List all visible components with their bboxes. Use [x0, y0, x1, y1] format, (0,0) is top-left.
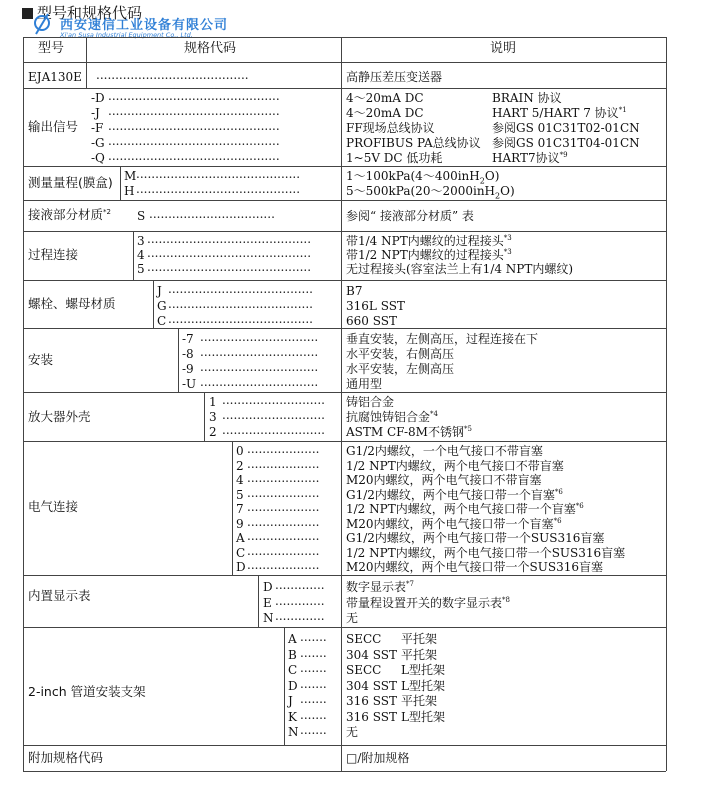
- dot-leader: .......: [300, 630, 327, 644]
- spec-code: N: [263, 611, 274, 625]
- desc-right: HART7协议$^{*9}$: [492, 151, 568, 165]
- desc-right: HART 5/HART 7 协议$^{*1}$: [492, 106, 627, 120]
- install-desc: 垂直安装，左侧高压，过程连接在下: [346, 332, 539, 346]
- spec-code: B: [288, 647, 297, 662]
- bracket-material: SECC: [346, 663, 382, 677]
- dot-leader: ...................: [247, 543, 320, 558]
- spec-code: S: [137, 209, 146, 223]
- display-desc: 无: [346, 611, 359, 625]
- dot-leader: ...........................: [222, 393, 325, 407]
- row-label-electrical: 电气连接: [28, 499, 79, 514]
- row-label-bolt: 螺栓、螺母材质: [28, 296, 116, 311]
- footnote-mark: *3: [503, 248, 512, 256]
- dot-leader: .............................................: [108, 149, 280, 163]
- bracket-material: SECC: [346, 632, 382, 646]
- column-header-desc: 说明: [490, 41, 517, 56]
- dot-leader: .............................................: [108, 134, 280, 148]
- footnote-mark: *7: [406, 580, 414, 588]
- bracket-type: L型托架: [401, 678, 445, 693]
- spec-code: 9: [236, 516, 244, 531]
- spec-code: 1: [209, 395, 217, 409]
- range-desc: 1～100kPa(4～400inH$_2$O): [346, 169, 500, 186]
- spec-code: -U: [182, 377, 197, 391]
- footnote-mark: *6: [553, 516, 562, 525]
- spec-code: J: [157, 284, 162, 298]
- spec-code: -D: [91, 91, 105, 105]
- desc-right: BRAIN 协议: [492, 91, 562, 105]
- dot-leader: .............................................: [108, 89, 280, 103]
- footnote-mark: *1: [618, 106, 627, 114]
- row-label-wetted: 接液部分材质$^{*2}$: [28, 207, 111, 222]
- bolt-desc: 316L SST: [346, 299, 405, 313]
- column-header-spec: 规格代码: [184, 41, 237, 56]
- spec-code: -F: [91, 121, 104, 135]
- row-label-process: 过程连接: [28, 247, 79, 262]
- electrical-desc: 1/2 NPT内螺纹，两个电气接口带一个SUS316盲塞: [346, 545, 626, 560]
- spec-code: -Q: [91, 151, 105, 165]
- row-label-display: 内置显示表: [28, 588, 91, 603]
- dot-leader: ...........................................: [136, 182, 301, 196]
- bracket-material: 316 SST: [346, 709, 397, 724]
- dot-leader: ...........................................: [147, 246, 312, 260]
- footnote-mark: *6: [575, 502, 584, 510]
- dot-leader: .............: [275, 578, 325, 592]
- spec-code: -7: [182, 332, 194, 346]
- dot-leader: .......: [300, 676, 327, 691]
- dot-leader: ...............................: [200, 360, 319, 374]
- footnote-mark: *6: [554, 487, 563, 496]
- process-desc: 无过程接头(容室法兰上有1/4 NPT内螺纹): [346, 262, 574, 276]
- dot-leader: ......................................: [168, 312, 313, 326]
- dot-leader: .................................: [149, 207, 275, 221]
- dot-leader: .......: [300, 723, 327, 737]
- electrical-desc: 1/2 NPT内螺纹，两个电气接口不带盲塞: [346, 458, 564, 473]
- column-header-model: 型号: [38, 41, 65, 56]
- bracket-type: L型托架: [401, 663, 445, 677]
- electrical-desc: M20内螺纹，两个电气接口带一个盲塞$^{*6}$: [346, 516, 562, 531]
- spec-code: D: [288, 678, 298, 693]
- spec-code: -J: [91, 106, 100, 120]
- spec-code: -9: [182, 362, 194, 376]
- range-desc: 5～500kPa(20～2000inH$_2$O): [346, 184, 515, 201]
- bracket-material: 304 SST: [346, 647, 397, 662]
- dot-leader: ......................................: [168, 297, 313, 311]
- spec-code: 5: [137, 262, 145, 276]
- spec-code: N: [288, 725, 299, 739]
- row-label-output-signal: 输出信号: [28, 119, 79, 134]
- housing-desc: 抗腐蚀铸铝合金$^{*4}$: [346, 410, 438, 424]
- bracket-material: 316 SST: [346, 694, 397, 708]
- electrical-desc: M20内螺纹，两个电气接口不带盲塞: [346, 473, 542, 487]
- electrical-desc: G1/2内螺纹，两个电气接口带一个SUS316盲塞: [346, 531, 605, 545]
- row-label-range: 测量量程(膜盒): [28, 175, 113, 190]
- desc-left: FF现场总线协议: [346, 121, 435, 135]
- spec-code: A: [236, 531, 245, 545]
- dot-leader: ...................: [247, 514, 320, 529]
- install-desc: 水平安装，右侧高压: [346, 347, 455, 361]
- spec-code: K: [288, 709, 297, 724]
- dot-leader: ...................: [247, 471, 320, 485]
- dot-leader: .............: [275, 609, 325, 623]
- spec-code: C: [157, 314, 167, 328]
- spec-code: 5: [236, 487, 244, 502]
- spec-code: E: [263, 596, 272, 610]
- spec-code: A: [288, 632, 297, 646]
- bracket-material: 无: [346, 725, 359, 739]
- desc-column-divider: [341, 37, 342, 771]
- electrical-desc: G1/2内螺纹，一个电气接口不带盲塞: [346, 444, 543, 458]
- spec-code: 3: [209, 410, 217, 424]
- spec-code: D: [236, 560, 246, 574]
- spec-code: G: [157, 299, 167, 313]
- dot-leader: .............................................: [108, 104, 280, 118]
- wetted-desc: 参阅“ 接液部分材质” 表: [346, 209, 474, 223]
- spec-code: M: [124, 169, 137, 183]
- footnote-mark: *9: [559, 151, 568, 159]
- logo-text-cn: 西安速信工业设备有限公司: [60, 18, 229, 33]
- bolt-desc: 660 SST: [346, 314, 397, 328]
- housing-desc: 铸铝合金: [346, 395, 395, 409]
- bracket-type: L型托架: [401, 709, 445, 724]
- dot-leader: ...............................: [200, 330, 319, 344]
- dot-leader: ...................: [247, 456, 320, 471]
- dot-leader: .......: [300, 692, 327, 706]
- row-label-install: 安装: [28, 352, 54, 367]
- footnote-mark: *2: [103, 208, 111, 216]
- logo-text-en: Xi'an Susa Industrial Equipment Co., Ltd.: [60, 31, 193, 39]
- spec-code: 2: [236, 458, 244, 473]
- bracket-type: 平托架: [401, 632, 438, 646]
- option-desc: □/附加规格: [346, 751, 410, 765]
- dot-leader: .............: [275, 594, 325, 608]
- desc-left: PROFIBUS PA总线协议: [346, 136, 481, 150]
- table-right-border: [666, 37, 667, 771]
- spec-code: 4: [236, 473, 244, 487]
- desc-left: 4～20mA DC: [346, 91, 424, 105]
- row-label-housing: 放大器外壳: [28, 409, 91, 424]
- footnote-mark: *4: [430, 410, 438, 418]
- footnote-mark: *5: [463, 425, 472, 433]
- dot-leader: ...................: [247, 485, 320, 500]
- model-column-divider: [86, 37, 87, 88]
- dot-leader: ...................: [247, 442, 320, 456]
- dot-leader: ...........................................: [147, 260, 312, 274]
- process-desc: 带1/4 NPT内螺纹的过程接头$^{*3}$: [346, 234, 512, 248]
- spec-code: 7: [236, 502, 244, 516]
- process-desc: 带1/2 NPT内螺纹的过程接头$^{*3}$: [346, 248, 512, 262]
- dot-leader: .......: [300, 645, 327, 660]
- bracket-material: 304 SST: [346, 678, 397, 693]
- display-desc: 带量程设置开关的数字显示表$^{*8}$: [346, 596, 510, 610]
- housing-desc: ASTM CF-8M不锈钢$^{*5}$: [346, 425, 472, 439]
- dot-leader: .......: [300, 661, 327, 675]
- desc-right: 参阅GS 01C31T04-01CN: [492, 136, 640, 150]
- bracket-type: 平托架: [401, 647, 438, 662]
- spec-code: -8: [182, 347, 194, 361]
- section-title: 型号和规格代码: [37, 4, 143, 22]
- dot-leader: ........................................: [96, 68, 249, 82]
- spec-code: C: [236, 545, 246, 560]
- desc-right: 参阅GS 01C31T02-01CN: [492, 121, 640, 135]
- dot-leader: ......................................: [168, 282, 313, 296]
- dot-leader: ...............................: [200, 375, 319, 389]
- install-desc: 水平安装，左侧高压: [346, 362, 455, 376]
- footnote-mark: *3: [503, 234, 512, 242]
- spec-code: 2: [209, 425, 217, 439]
- dot-leader: .............................................: [108, 119, 280, 133]
- table-left-border: [23, 37, 24, 771]
- spec-code: -G: [91, 136, 105, 150]
- spec-code: C: [288, 663, 298, 677]
- spec-code: 4: [137, 248, 145, 262]
- spec-code: 3: [137, 234, 145, 248]
- dot-leader: ...................: [247, 558, 320, 572]
- bracket-type: 平托架: [401, 694, 438, 708]
- electrical-desc: M20内螺纹，两个电气接口带一个SUS316盲塞: [346, 560, 604, 574]
- spec-code: H: [124, 184, 135, 198]
- row-label-bracket: 2-inch 管道安装支架: [28, 684, 146, 699]
- table-top-border: [23, 37, 666, 38]
- dot-leader: .......: [300, 707, 327, 722]
- dot-leader: ...........................................: [136, 167, 301, 181]
- install-desc: 通用型: [346, 377, 383, 391]
- model-code: EJA130E: [28, 70, 82, 84]
- dot-leader: ...........................................: [147, 232, 312, 246]
- electrical-desc: 1/2 NPT内螺纹，两个电气接口带一个盲塞$^{*6}$: [346, 502, 584, 516]
- electrical-desc: G1/2内螺纹，两个电气接口带一个盲塞$^{*6}$: [346, 487, 563, 502]
- footnote-mark: *8: [502, 596, 510, 604]
- row-label-option: 附加规格代码: [28, 750, 104, 765]
- dot-leader: ...............................: [200, 345, 319, 359]
- spec-code: 0: [236, 444, 244, 458]
- dot-leader: ...........................: [222, 423, 325, 437]
- desc-left: 4～20mA DC: [346, 106, 424, 120]
- spec-code: D: [263, 580, 273, 594]
- dot-leader: ...................: [247, 529, 320, 543]
- header-bottom-border: [23, 62, 666, 63]
- display-desc: 数字显示表$^{*7}$: [346, 580, 414, 594]
- spec-code: J: [288, 694, 293, 708]
- dot-leader: ...........................: [222, 408, 325, 422]
- bolt-desc: B7: [346, 284, 363, 298]
- desc-left: 1~5V DC 低功耗: [346, 151, 443, 165]
- model-description: 高静压差压变送器: [346, 70, 443, 84]
- dot-leader: ...................: [247, 500, 320, 514]
